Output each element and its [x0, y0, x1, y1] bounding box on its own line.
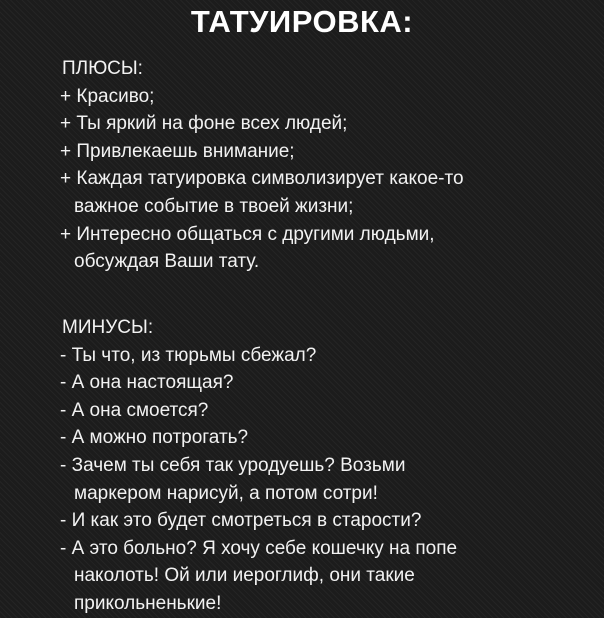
cons-item-line: наколоть! Ой или иероглиф, они такие — [74, 565, 415, 587]
pros-item-line: + Каждая татуировка символизирует какое-то — [60, 168, 464, 190]
cons-item — [60, 397, 580, 425]
pros-section — [60, 55, 580, 276]
poster-title: ТАТУИРОВКА: — [190, 4, 414, 39]
cons-item — [60, 342, 580, 370]
cons-item-line: - И как это будет смотреться в старости? — [60, 510, 422, 532]
cons-item-line: - А она настоящая? — [60, 372, 234, 394]
pros-item — [60, 221, 580, 276]
cons-item — [60, 452, 580, 507]
pros-item-line: важное событие в твоей жизни; — [74, 195, 354, 217]
cons-item-line: - А можно потрогать? — [60, 427, 249, 449]
cons-item — [60, 535, 580, 618]
cons-section — [60, 314, 580, 618]
pros-item-line: + Красиво; — [60, 85, 155, 107]
pros-item — [60, 83, 580, 111]
cons-item-line: маркером нарисуй, а потом сотри! — [74, 482, 378, 504]
cons-item-line: прикольненькие! — [74, 592, 222, 614]
cons-item — [60, 424, 580, 452]
cons-heading: МИНУСЫ: — [62, 317, 154, 338]
cons-item-line: - А она смоется? — [60, 399, 209, 421]
cons-item — [60, 369, 580, 397]
pros-heading: ПЛЮСЫ: — [62, 58, 143, 79]
cons-item — [60, 507, 580, 535]
pros-item-line: + Интересно общаться с другими людьми, — [60, 223, 435, 245]
pros-item-line: + Ты яркий на фоне всех людей; — [60, 113, 348, 135]
pros-item — [60, 165, 580, 220]
cons-item-line: - Зачем ты себя так уродуешь? Возьми — [60, 454, 406, 476]
pros-item-line: + Привлекаешь внимание; — [60, 140, 295, 162]
cons-item-line: - Ты что, из тюрьмы сбежал? — [60, 344, 317, 366]
pros-item-line: обсуждая Ваши тату. — [74, 251, 260, 273]
pros-item — [60, 110, 580, 138]
pros-item — [60, 138, 580, 166]
cons-item-line: - А это больно? Я хочу себе кошечку на попе — [60, 537, 458, 559]
